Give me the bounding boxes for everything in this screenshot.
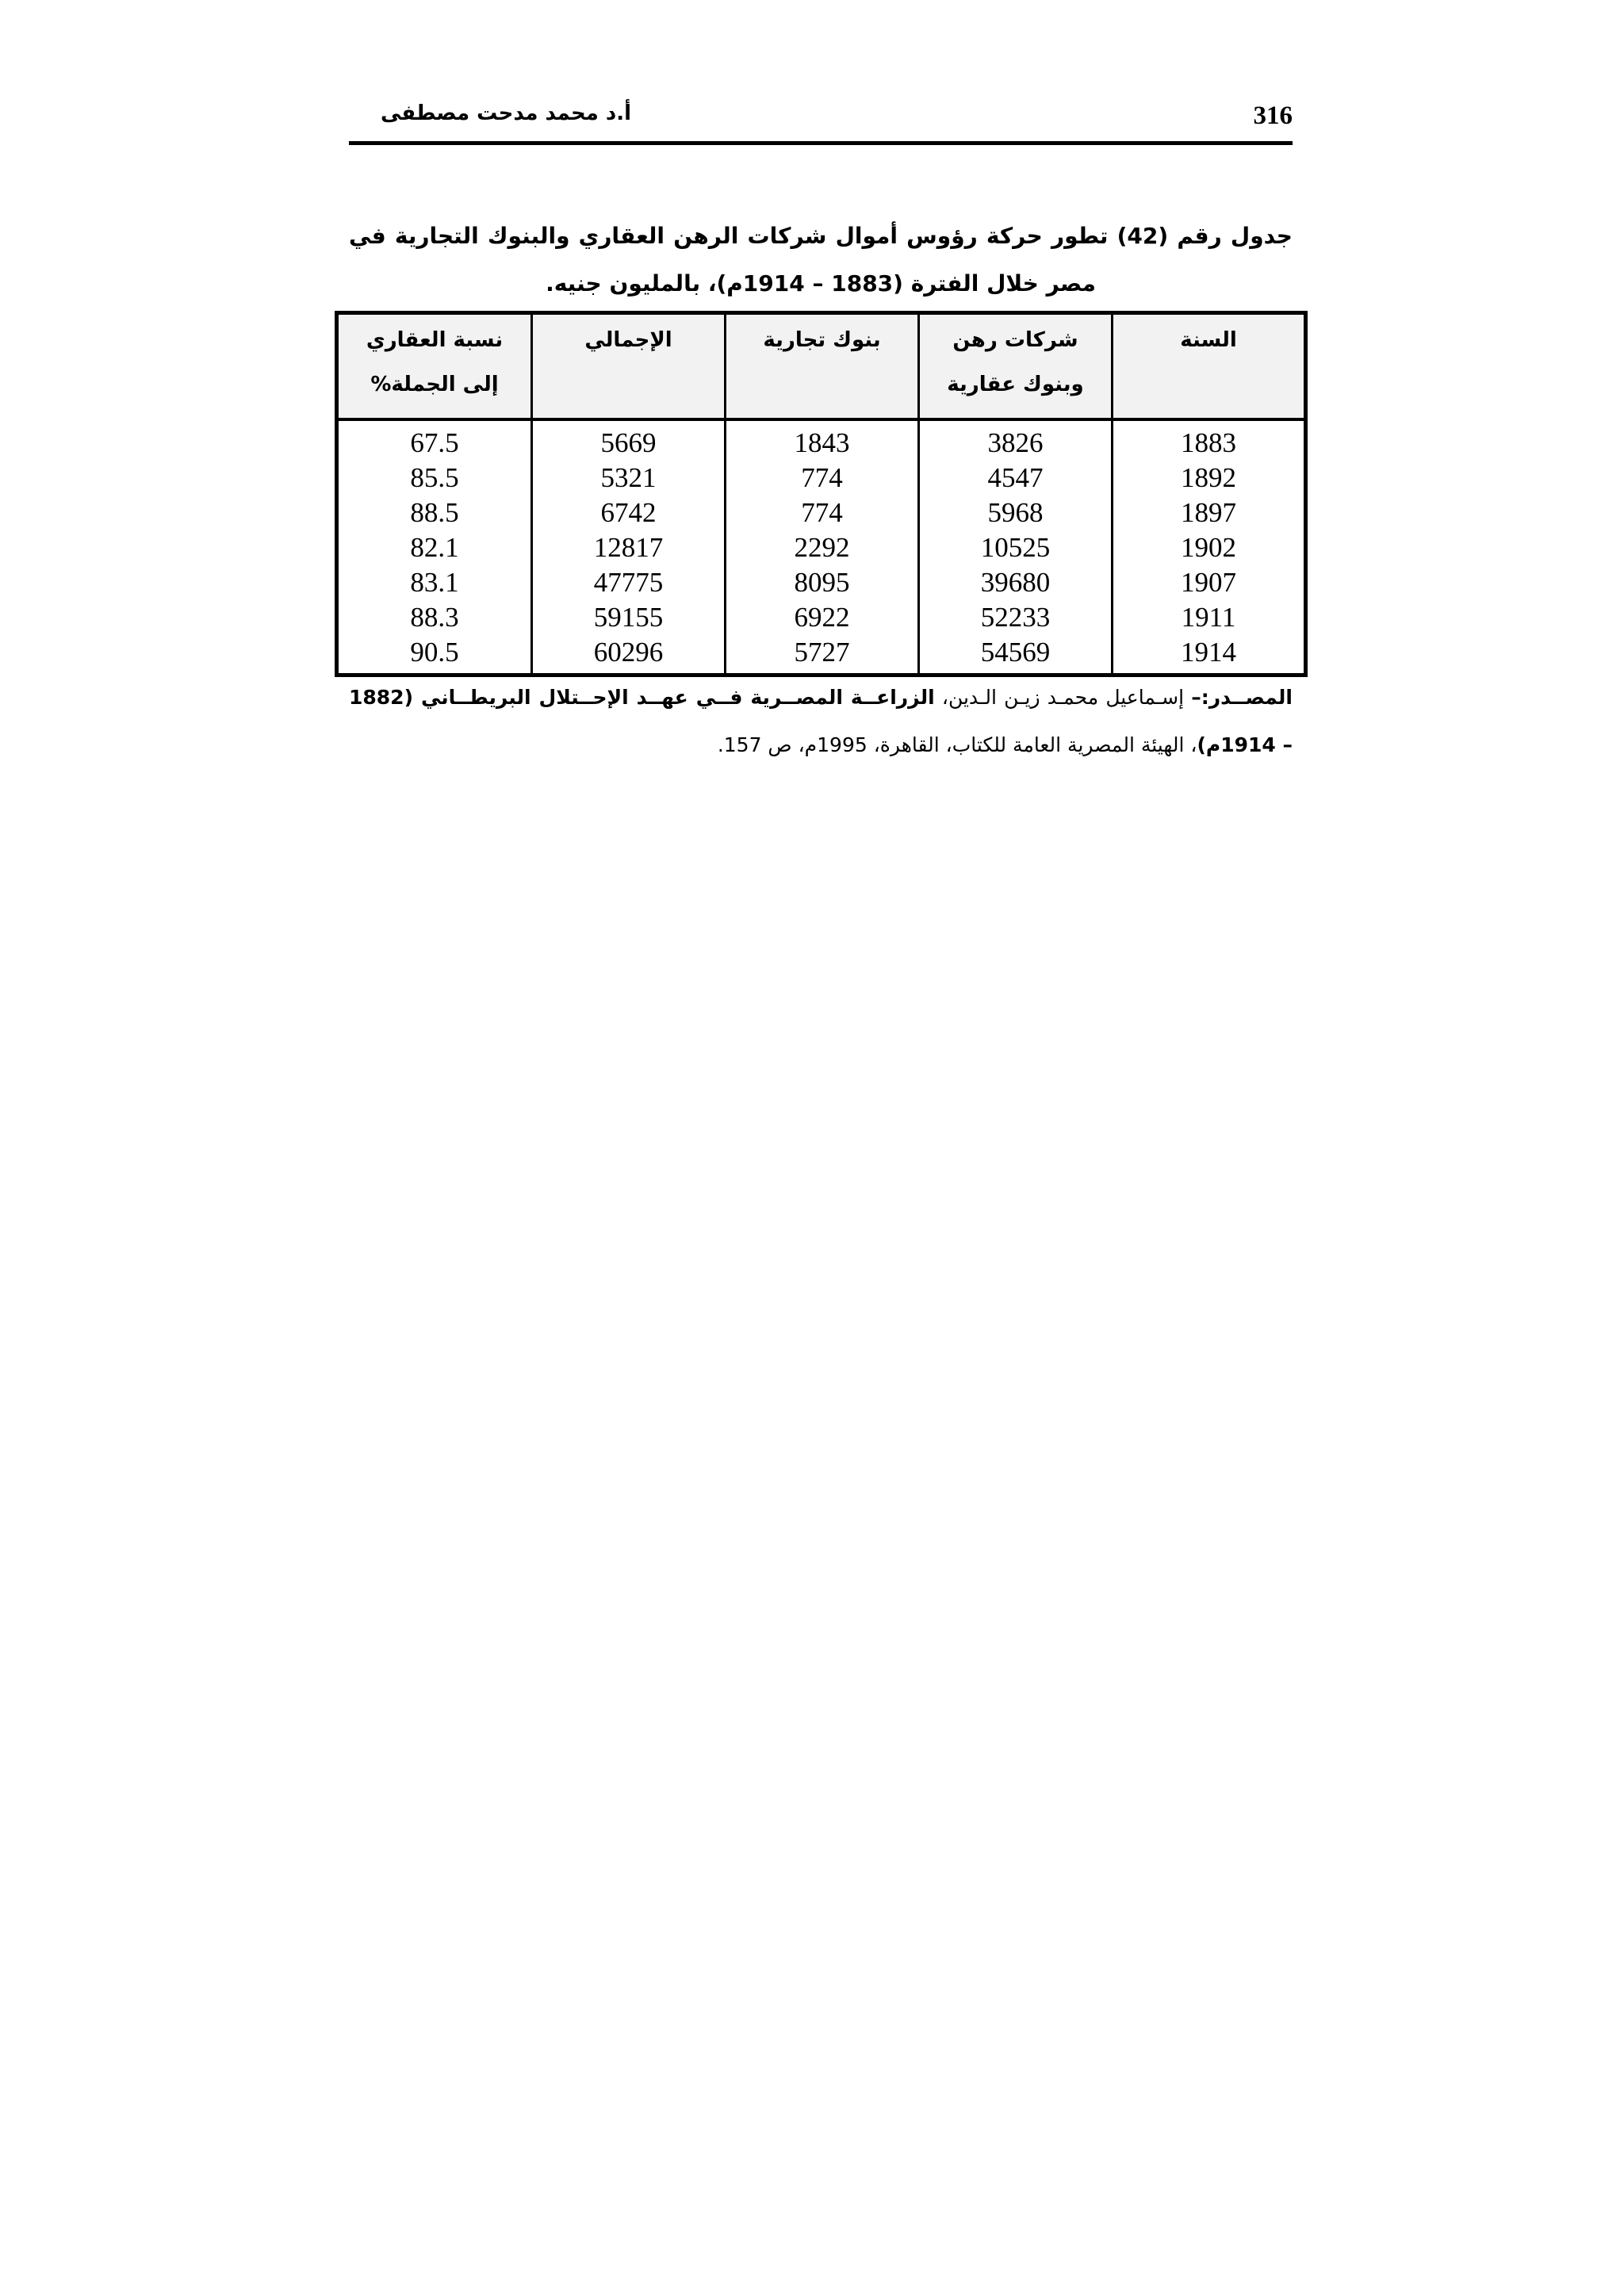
header-mortgage-companies: شركات رهن وبنوك عقارية	[919, 313, 1113, 420]
cell-ratio: 90.5	[337, 635, 532, 675]
cell-ratio: 82.1	[337, 530, 532, 565]
table-row	[337, 530, 1306, 565]
cell-year: 1897	[1113, 496, 1306, 530]
cell-total: 60296	[532, 635, 726, 675]
cell-total: 12817	[532, 530, 726, 565]
cell-year: 1883	[1113, 419, 1306, 461]
cell-total: 5321	[532, 461, 726, 496]
source-label: المصــدر:–	[1191, 686, 1293, 709]
cell-total: 59155	[532, 600, 726, 635]
table-caption: جدول رقم (42) تطور حركة رؤوس أموال شركات الرهن العقاري والبنوك التجارية في مصر خلال الفترة (1883 – 1914م)، بالمليون جنيه.	[349, 223, 1293, 297]
table-row	[337, 461, 1306, 496]
header-real-estate-ratio: نسبة العقاري إلى الجملة%	[337, 313, 532, 420]
cell-mortgage: 52233	[919, 600, 1113, 635]
cell-total: 5669	[532, 419, 726, 461]
cell-year: 1902	[1113, 530, 1306, 565]
cell-total: 6742	[532, 496, 726, 530]
cell-year: 1911	[1113, 600, 1306, 635]
cell-mortgage: 5968	[919, 496, 1113, 530]
page-number: 316	[1253, 101, 1293, 130]
table-row	[337, 496, 1306, 530]
cell-mortgage: 39680	[919, 565, 1113, 600]
header-commercial-banks: بنوك تجارية	[726, 313, 919, 420]
cell-commercial: 6922	[726, 600, 919, 635]
cell-commercial: 8095	[726, 565, 919, 600]
source-publication: ، الهيئة المصرية العامة للكتاب، القاهرة، 1995م، ص 157.	[717, 733, 1197, 756]
cell-year: 1892	[1113, 461, 1306, 496]
cell-ratio: 88.3	[337, 600, 532, 635]
capital-table	[335, 311, 1308, 677]
cell-year: 1914	[1113, 635, 1306, 675]
cell-commercial: 774	[726, 461, 919, 496]
cell-ratio: 67.5	[337, 419, 532, 461]
header-total: الإجمالي	[532, 313, 726, 420]
cell-mortgage: 4547	[919, 461, 1113, 496]
header-year: السنة	[1113, 313, 1306, 420]
cell-commercial: 1843	[726, 419, 919, 461]
cell-commercial: 2292	[726, 530, 919, 565]
source-author: إسـماعيل محمـد زيـن الـدين،	[934, 686, 1192, 709]
running-author: أ.د محمد مدحت مصطفى	[381, 101, 632, 125]
table-row	[337, 635, 1306, 675]
cell-year: 1907	[1113, 565, 1306, 600]
table-header-row	[337, 313, 1306, 420]
source-title: الزراعــة المصــرية فــي عهــد الإحــتلال البريطــاني (1882 – 1914م)	[349, 686, 1293, 756]
cell-ratio: 83.1	[337, 565, 532, 600]
table-row	[337, 565, 1306, 600]
cell-commercial: 774	[726, 496, 919, 530]
page-header	[349, 101, 1293, 145]
cell-mortgage: 54569	[919, 635, 1113, 675]
cell-ratio: 85.5	[337, 461, 532, 496]
cell-commercial: 5727	[726, 635, 919, 675]
cell-mortgage: 10525	[919, 530, 1113, 565]
cell-total: 47775	[532, 565, 726, 600]
source-note	[349, 674, 1293, 769]
table-row	[337, 419, 1306, 461]
cell-ratio: 88.5	[337, 496, 532, 530]
table-row	[337, 600, 1306, 635]
cell-mortgage: 3826	[919, 419, 1113, 461]
